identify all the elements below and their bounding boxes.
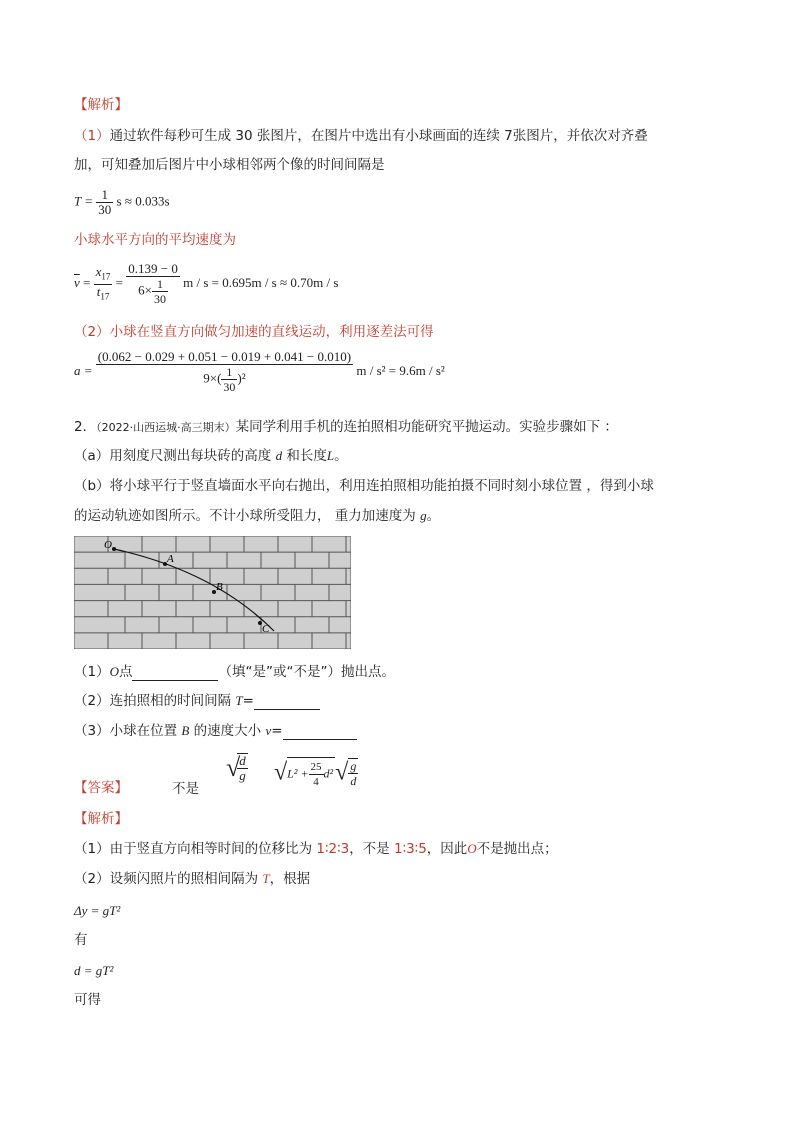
fraction-x-t [94,265,113,303]
paragraph-line [74,323,434,341]
text: （2） [74,871,110,887]
sub-question-3 [74,722,357,740]
question-stem [74,418,618,437]
answer-blank-3[interactable] [283,725,357,740]
answer-tag: 【答案】 [74,780,128,796]
text: （1） [74,664,110,680]
answer-2: √ $\frac{d}{g}$ [226,753,246,783]
answer-1: 不是 [172,781,199,797]
text: = [271,723,283,739]
text: 和长度 [286,448,327,464]
subscript: 17 [100,291,110,302]
item-number: （2） [74,324,110,340]
text: 。 [426,508,441,524]
var-O: O [467,841,477,856]
text: 小球在竖直方向做匀加速的直线运动，利用逐差法可得 [109,324,434,340]
paragraph-line: 加，可知叠加后图片中小球相邻两个像的时间间隔是 [74,157,385,173]
denominator: g [239,768,246,783]
label-o: O [104,539,112,551]
eq-rhs: m / s² = 9.6m / s² [356,362,445,378]
v-bar: $\overline{v}$ [74,274,80,290]
text: ，因此 [426,841,468,857]
var-L: L [326,448,335,463]
paragraph-line: 小球水平方向的平均速度为 [74,232,236,248]
eq-lhs: a = [74,362,93,378]
text: 。 [334,448,348,464]
x-symbol: x [95,263,102,279]
text: ，根据 [269,871,311,887]
question-number: 2． [74,419,97,435]
analysis-line-1 [74,840,558,858]
paragraph-line [74,127,648,145]
numerator: 25 [310,761,322,773]
equation-dy: Δy = gT² [74,903,121,918]
equation-d: d = gT² [74,963,114,978]
analysis-tag-2: 【解析】 [74,811,128,827]
numerator: 1 [152,277,168,292]
denominator-b: )² [237,370,246,386]
term-d: d² [323,766,334,781]
text: （1） [74,841,110,857]
label-c: C [262,623,270,635]
text-you: 有 [74,932,88,948]
numerator: 0.139 − 0 [128,261,178,276]
var-B: B [181,723,190,738]
sub-question-1 [74,663,395,681]
ratio-1: 1∶2∶3 [316,841,350,857]
text: （a）用刻度尺测出每块砖的高度 [74,448,272,464]
answer-blank-2[interactable] [254,695,320,710]
numerator: (0.062 − 0.029 + 0.051 − 0.019 + 0.041 − 0.010) [97,349,352,364]
answer-blank-1[interactable] [132,666,218,681]
var-d: d [275,448,283,463]
text: （3）小球在位置 [74,723,178,739]
denominator: 30 [153,292,166,306]
text: （填“是”或“不是”）抛出点。 [218,664,395,680]
answer-3: √L² + $\frac{25}{4}$ d²√ $\frac{g}{d}$ [274,759,357,788]
numerator: 1 [96,188,113,203]
eq-sign: = [83,274,91,290]
eq-rhs: m / s = 0.695m / s ≈ 0.70m / s [183,274,339,290]
eq-rhs: s ≈ 0.033s [116,193,170,209]
point-o [112,547,116,551]
equation-a [74,350,445,394]
fraction [96,350,353,394]
sub-question-2 [74,692,320,710]
equation-t [74,188,170,217]
text: （2）连拍照相的时间间隔 [74,693,232,709]
eq-sign: = [115,274,123,290]
var-O: O [109,664,119,679]
text: 点 [118,664,133,680]
text: 某同学利用手机的连拍照相功能研究平抛运动。实验步骤如下 ： [235,419,618,435]
var-T: T [235,693,243,708]
denominator: 30 [223,380,236,394]
term-L: L² + [287,766,309,781]
text: 的运动轨迹如图所示。不计小球所受阻力， 重力加速度为 [74,508,416,524]
text: 的速度大小 [193,723,262,739]
text: 不是抛出点； [476,841,558,857]
text-kede: 可得 [74,992,101,1008]
text: 由于竖直方向相等时间的位移比为 [109,841,313,857]
eq-lhs: T = [74,193,94,209]
var-g: g [420,508,427,523]
denominator: 4 [313,776,319,788]
analysis-tag: 【解析】 [74,97,128,113]
fraction [96,188,113,217]
numerator: g [350,759,357,773]
step-b-line1: （b）将小球平行于竖直墙面水平向右抛出，利用连拍照相功能拍摄不同时刻小球位置 ，得到小球 [74,478,654,494]
text: ，不是 [349,841,390,857]
denominator: 30 [98,202,112,217]
analysis-line-2 [74,870,310,888]
label-b: B [216,581,223,593]
question-source: （2022·山西运城·高三期末） [96,421,236,434]
denominator-a: 6× [138,282,152,298]
text: 设频闪照片的照相间隔为 [109,871,259,887]
t-symbol: t [96,283,101,299]
text: = [242,693,254,709]
numerator: 1 [221,365,237,380]
equation-v [74,262,338,306]
denominator-a: 9×( [203,370,222,386]
step-a [74,447,348,465]
text: 通过软件每秒可生成 30 张图片，在图片中选出有小球画面的连续 7张图片，并依次对齐叠 [109,128,648,144]
item-number: （1） [74,128,110,144]
fraction-value [126,262,180,306]
var-v: v [265,723,272,738]
numerator: d [239,753,246,768]
ratio-2: 1∶3∶5 [393,841,427,857]
subscript: 17 [101,271,111,282]
denominator: d [350,774,357,788]
var-T: T [262,871,270,886]
brick-wall-figure [74,536,351,649]
step-b-line2 [74,507,440,525]
label-a: A [167,553,174,565]
